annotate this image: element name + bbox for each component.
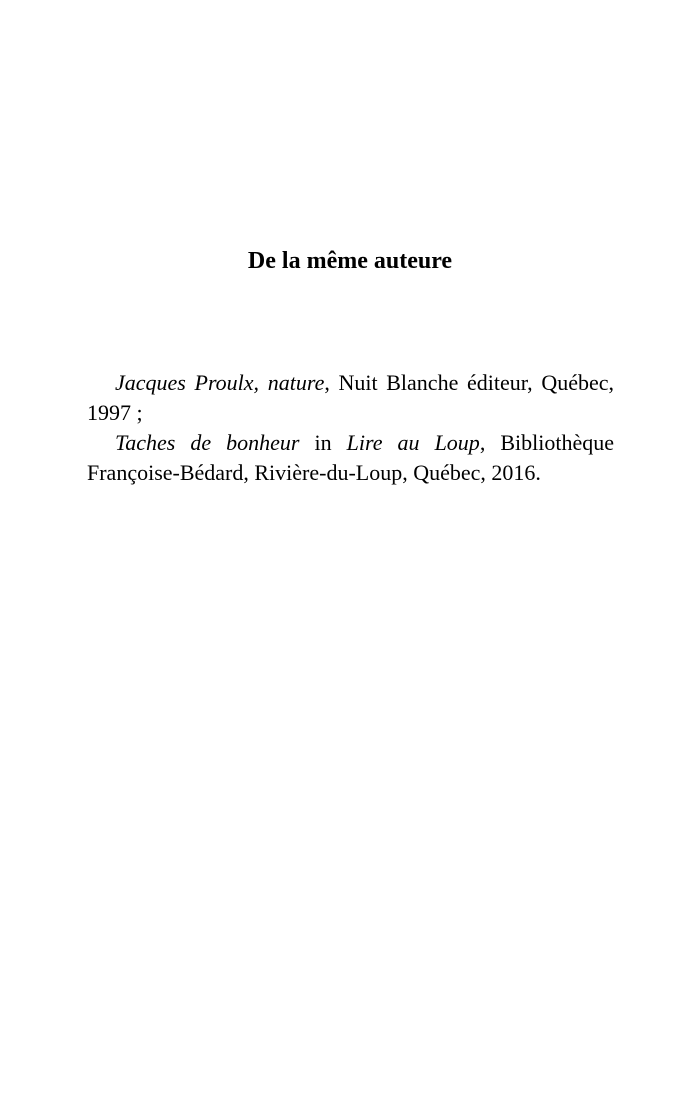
work-title: Taches de bonheur (115, 430, 300, 455)
page-title: De la même auteure (247, 248, 453, 274)
bibliography-entry-2 (87, 428, 614, 488)
connector-text: in (299, 430, 347, 455)
work-title: Jacques Proulx, nature (115, 370, 325, 395)
publication-details: , Nuit Blanche éditeur, Québec, 1997 ; (87, 370, 615, 425)
collection-title: Lire au Loup (346, 430, 480, 455)
publication-details: , Bibliothèque Françoise-Bédard, Rivière-du-Loup, Québec, 2016. (87, 430, 614, 485)
bibliography-list (87, 368, 614, 488)
bibliography-entry-1 (87, 368, 614, 428)
